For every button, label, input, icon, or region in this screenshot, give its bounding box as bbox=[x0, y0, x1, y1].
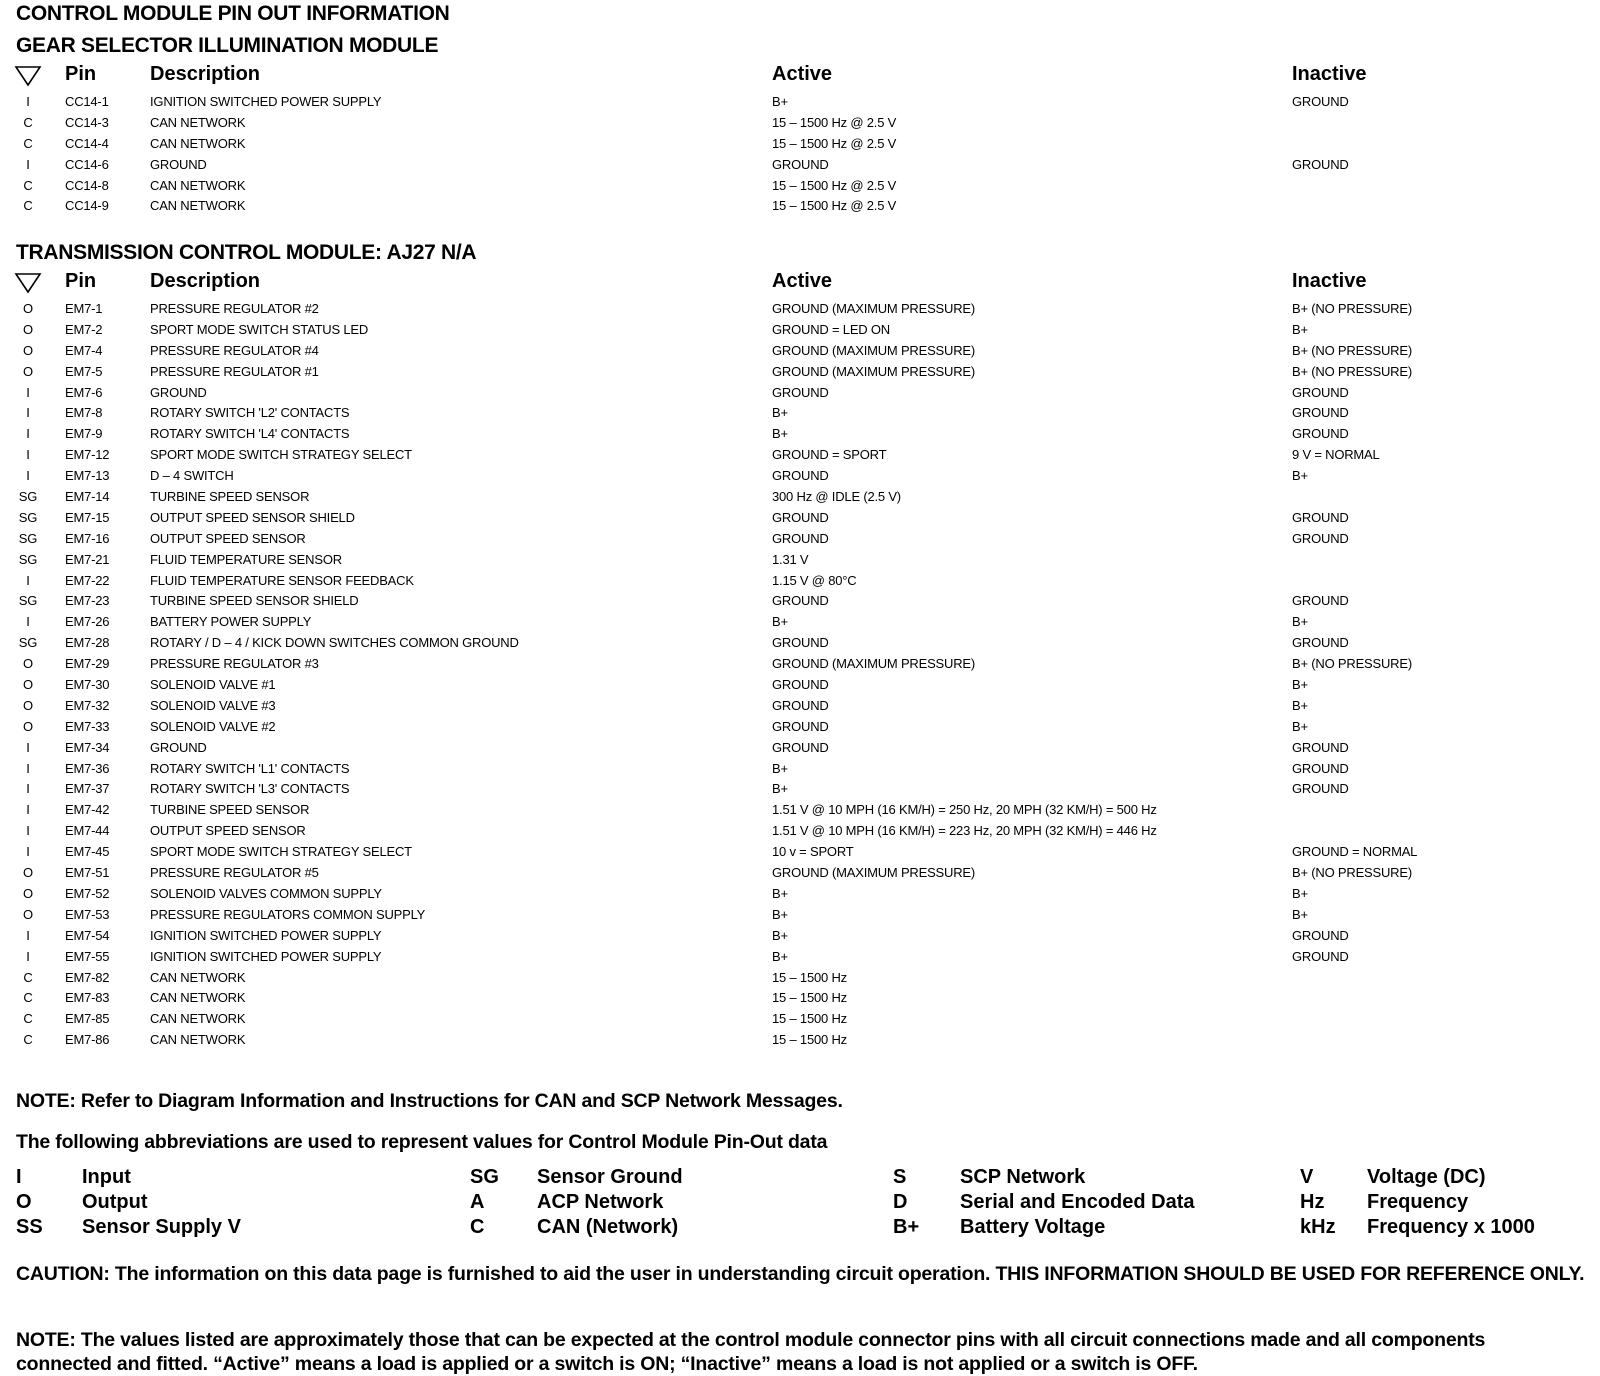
description-cell: PRESSURE REGULATOR #2 bbox=[150, 301, 319, 316]
active-cell: GROUND bbox=[772, 156, 829, 172]
table-row bbox=[0, 549, 1600, 570]
active-cell: GROUND (MAXIMUM PRESSURE) bbox=[772, 363, 976, 379]
network-note: NOTE: Refer to Diagram Information and Instructions for CAN and SCP Network Messages. bbox=[16, 1090, 843, 1112]
description-cell: ROTARY SWITCH 'L1' CONTACTS bbox=[150, 760, 350, 776]
description-cell: IGNITION SWITCHED POWER SUPPLY bbox=[150, 927, 382, 943]
active-cell: B+ bbox=[772, 426, 788, 442]
pin-cell: EM7-13 bbox=[65, 468, 110, 484]
pin-cell: EM7-5 bbox=[65, 363, 103, 379]
table-row bbox=[0, 1029, 1600, 1050]
active-cell: B+ bbox=[772, 781, 788, 797]
active-cell: 15 – 1500 Hz bbox=[772, 1011, 847, 1027]
active-cell: 1.31 V bbox=[772, 551, 809, 567]
description-cell: CAN NETWORK bbox=[150, 114, 246, 130]
pin-cell: EM7-28 bbox=[65, 635, 110, 651]
inactive-cell: GROUND bbox=[1292, 156, 1349, 172]
pin-type-cell: I bbox=[26, 405, 30, 421]
table-row bbox=[0, 298, 1600, 319]
pin-type-cell: SG bbox=[18, 530, 38, 546]
abbreviations-intro: The following abbreviations are used to represent values for Control Module Pin-Out data bbox=[16, 1131, 828, 1153]
description-cell: ROTARY SWITCH 'L3' CONTACTS bbox=[150, 781, 350, 797]
column-header-pin: Pin bbox=[65, 270, 97, 292]
description-cell: PRESSURE REGULATOR #1 bbox=[150, 363, 319, 379]
description-cell: FLUID TEMPERATURE SENSOR FEEDBACK bbox=[150, 572, 414, 588]
pin-cell: EM7-14 bbox=[65, 489, 110, 505]
inactive-cell: GROUND bbox=[1292, 760, 1349, 776]
inactive-cell: GROUND bbox=[1292, 927, 1349, 943]
table-row bbox=[0, 402, 1600, 423]
inactive-cell: GROUND bbox=[1292, 384, 1349, 400]
active-cell: GROUND = LED ON bbox=[772, 321, 890, 337]
abbr-meaning: Input bbox=[82, 1166, 131, 1188]
table-row bbox=[0, 799, 1600, 820]
description-cell: GROUND bbox=[150, 156, 207, 172]
description-cell: OUTPUT SPEED SENSOR SHIELD bbox=[150, 509, 355, 525]
active-cell: GROUND bbox=[772, 593, 829, 609]
table-row bbox=[0, 1008, 1600, 1029]
description-cell: ROTARY SWITCH 'L2' CONTACTS bbox=[150, 405, 350, 421]
inactive-cell: B+ (NO PRESSURE) bbox=[1292, 363, 1412, 379]
table-row bbox=[0, 133, 1600, 154]
pin-type-cell: I bbox=[26, 94, 30, 109]
description-cell: PRESSURE REGULATORS COMMON SUPPLY bbox=[150, 906, 426, 922]
active-cell: GROUND bbox=[772, 697, 829, 713]
inactive-cell: B+ (NO PRESSURE) bbox=[1292, 656, 1412, 672]
column-header-inactive: Inactive bbox=[1292, 63, 1367, 85]
pin-cell: EM7-6 bbox=[65, 384, 103, 400]
table-row bbox=[0, 423, 1600, 444]
description-cell: CAN NETWORK bbox=[150, 969, 246, 985]
table-row bbox=[0, 361, 1600, 382]
table-row bbox=[0, 465, 1600, 486]
pin-type-cell: O bbox=[23, 656, 33, 672]
pin-type-cell: C bbox=[23, 969, 33, 985]
pin-type-cell: C bbox=[23, 135, 33, 151]
pin-cell: CC14-8 bbox=[65, 177, 109, 193]
active-cell: 1.51 V @ 10 MPH (16 KM/H) = 223 Hz, 20 MPH (32 KM/H) = 446 Hz bbox=[772, 823, 1157, 839]
pin-type-cell: I bbox=[26, 614, 30, 630]
active-cell: GROUND (MAXIMUM PRESSURE) bbox=[772, 342, 976, 358]
pin-type-cell: I bbox=[26, 739, 30, 755]
pin-type-cell: C bbox=[23, 1032, 33, 1048]
description-cell: CAN NETWORK bbox=[150, 990, 246, 1006]
pin-type-cell: C bbox=[23, 177, 33, 193]
active-cell: GROUND bbox=[772, 509, 829, 525]
table-row bbox=[0, 883, 1600, 904]
table-row bbox=[0, 632, 1600, 653]
pin-cell: EM7-52 bbox=[65, 885, 110, 901]
inactive-cell: B+ bbox=[1292, 697, 1308, 713]
active-cell: 1.51 V @ 10 MPH (16 KM/H) = 250 Hz, 20 MPH (32 KM/H) = 500 Hz bbox=[772, 802, 1157, 818]
active-cell: B+ bbox=[772, 906, 788, 922]
table-row bbox=[0, 778, 1600, 799]
description-cell: PRESSURE REGULATOR #3 bbox=[150, 656, 319, 672]
pin-type-cell: SG bbox=[18, 551, 38, 567]
description-cell: CAN NETWORK bbox=[150, 1011, 246, 1027]
pin-cell: EM7-9 bbox=[65, 426, 103, 442]
table-row bbox=[0, 319, 1600, 340]
pin-cell: EM7-30 bbox=[65, 677, 110, 693]
pin-type-cell: I bbox=[26, 927, 30, 943]
description-cell: PRESSURE REGULATOR #4 bbox=[150, 342, 319, 358]
abbr-code: I bbox=[16, 1166, 22, 1188]
pin-cell: CC14-1 bbox=[65, 94, 109, 109]
table-row bbox=[0, 737, 1600, 758]
description-cell: IGNITION SWITCHED POWER SUPPLY bbox=[150, 948, 382, 964]
pin-type-cell: SG bbox=[18, 489, 38, 505]
pin-type-cell: O bbox=[23, 885, 33, 901]
pin-type-cell: O bbox=[23, 865, 33, 881]
inactive-cell: GROUND bbox=[1292, 635, 1349, 651]
abbr-code: C bbox=[470, 1216, 485, 1238]
abbr-meaning: Output bbox=[82, 1191, 148, 1213]
active-cell: 15 – 1500 Hz @ 2.5 V bbox=[772, 198, 897, 214]
inactive-cell: B+ bbox=[1292, 718, 1308, 734]
active-cell: B+ bbox=[772, 948, 788, 964]
column-header-active: Active bbox=[772, 63, 833, 85]
description-cell: TURBINE SPEED SENSOR SHIELD bbox=[150, 593, 359, 609]
pin-type-triangle-icon bbox=[14, 272, 42, 294]
active-cell: GROUND (MAXIMUM PRESSURE) bbox=[772, 656, 976, 672]
pin-cell: EM7-36 bbox=[65, 760, 110, 776]
active-cell: B+ bbox=[772, 760, 788, 776]
pin-cell: EM7-37 bbox=[65, 781, 110, 797]
description-cell: CAN NETWORK bbox=[150, 198, 246, 214]
abbr-meaning: Sensor Supply V bbox=[82, 1216, 241, 1238]
pin-type-triangle-icon bbox=[14, 65, 42, 87]
description-cell: CAN NETWORK bbox=[150, 1032, 246, 1048]
abbr-meaning: Serial and Encoded Data bbox=[960, 1191, 1195, 1213]
column-header-description: Description bbox=[150, 270, 261, 292]
table-header-gear-selector bbox=[0, 63, 1600, 89]
table-row bbox=[0, 382, 1600, 403]
abbr-meaning: Voltage (DC) bbox=[1367, 1166, 1486, 1188]
pin-cell: EM7-55 bbox=[65, 948, 110, 964]
pin-type-cell: I bbox=[26, 781, 30, 797]
active-cell: B+ bbox=[772, 405, 788, 421]
description-cell: IGNITION SWITCHED POWER SUPPLY bbox=[150, 94, 382, 109]
pin-cell: EM7-86 bbox=[65, 1032, 110, 1048]
active-cell: 15 – 1500 Hz @ 2.5 V bbox=[772, 135, 897, 151]
inactive-cell: B+ bbox=[1292, 906, 1308, 922]
pin-cell: EM7-2 bbox=[65, 321, 103, 337]
table-row bbox=[0, 444, 1600, 465]
description-cell: CAN NETWORK bbox=[150, 177, 246, 193]
pin-type-cell: O bbox=[23, 321, 33, 337]
inactive-cell: B+ (NO PRESSURE) bbox=[1292, 301, 1412, 316]
abbr-meaning: SCP Network bbox=[960, 1166, 1086, 1188]
inactive-cell: GROUND bbox=[1292, 426, 1349, 442]
description-cell: SOLENOID VALVE #3 bbox=[150, 697, 276, 713]
abbr-code: D bbox=[893, 1191, 908, 1213]
pin-type-cell: I bbox=[26, 156, 30, 172]
description-cell: ROTARY / D – 4 / KICK DOWN SWITCHES COMMON GROUND bbox=[150, 635, 519, 651]
table-row bbox=[0, 611, 1600, 632]
pin-cell: EM7-8 bbox=[65, 405, 103, 421]
pin-cell: EM7-29 bbox=[65, 656, 110, 672]
pin-cell: CC14-9 bbox=[65, 198, 109, 214]
description-cell: SOLENOID VALVE #2 bbox=[150, 718, 276, 734]
pin-cell: EM7-44 bbox=[65, 823, 110, 839]
section-title-gear-selector: GEAR SELECTOR ILLUMINATION MODULE bbox=[16, 34, 439, 57]
table-row bbox=[0, 590, 1600, 611]
abbr-code: kHz bbox=[1300, 1216, 1336, 1238]
pin-cell: EM7-34 bbox=[65, 739, 110, 755]
description-cell: SOLENOID VALVE #1 bbox=[150, 677, 276, 693]
active-cell: GROUND bbox=[772, 739, 829, 755]
table-row bbox=[0, 904, 1600, 925]
active-cell: B+ bbox=[772, 94, 788, 109]
active-cell: B+ bbox=[772, 927, 788, 943]
pin-cell: CC14-4 bbox=[65, 135, 109, 151]
pin-type-cell: C bbox=[23, 990, 33, 1006]
description-cell: TURBINE SPEED SENSOR bbox=[150, 489, 310, 505]
description-cell: BATTERY POWER SUPPLY bbox=[150, 614, 312, 630]
inactive-cell: GROUND bbox=[1292, 94, 1349, 109]
pin-type-cell: O bbox=[23, 906, 33, 922]
pin-type-cell: I bbox=[26, 447, 30, 463]
inactive-cell: GROUND bbox=[1292, 530, 1349, 546]
pin-type-cell: O bbox=[23, 342, 33, 358]
inactive-cell: B+ bbox=[1292, 321, 1308, 337]
column-header-inactive: Inactive bbox=[1292, 270, 1367, 292]
active-cell: GROUND bbox=[772, 384, 829, 400]
abbr-meaning: Frequency bbox=[1367, 1191, 1469, 1213]
section-title-transmission: TRANSMISSION CONTROL MODULE: AJ27 N/A bbox=[16, 241, 477, 264]
table-row bbox=[0, 528, 1600, 549]
inactive-cell: GROUND bbox=[1292, 781, 1349, 797]
table-row bbox=[0, 841, 1600, 862]
description-cell: TURBINE SPEED SENSOR bbox=[150, 802, 310, 818]
inactive-cell: B+ (NO PRESSURE) bbox=[1292, 342, 1412, 358]
active-cell: 15 – 1500 Hz bbox=[772, 969, 847, 985]
column-header-active: Active bbox=[772, 270, 833, 292]
pin-type-cell: O bbox=[23, 301, 33, 316]
table-row bbox=[0, 486, 1600, 507]
abbr-code: SS bbox=[16, 1216, 43, 1238]
active-cell: B+ bbox=[772, 614, 788, 630]
pin-cell: EM7-53 bbox=[65, 906, 110, 922]
description-cell: D – 4 SWITCH bbox=[150, 468, 234, 484]
pin-cell: EM7-1 bbox=[65, 301, 103, 316]
abbr-meaning: Frequency x 1000 bbox=[1367, 1216, 1535, 1238]
active-cell: GROUND bbox=[772, 718, 829, 734]
pin-type-cell: C bbox=[23, 198, 33, 214]
pin-cell: EM7-26 bbox=[65, 614, 110, 630]
inactive-cell: B+ bbox=[1292, 885, 1308, 901]
pin-type-cell: C bbox=[23, 114, 33, 130]
pin-cell: EM7-33 bbox=[65, 718, 110, 734]
pin-type-cell: I bbox=[26, 802, 30, 818]
active-cell: GROUND = SPORT bbox=[772, 447, 887, 463]
active-cell: 300 Hz @ IDLE (2.5 V) bbox=[772, 489, 901, 505]
pin-cell: EM7-22 bbox=[65, 572, 110, 588]
pin-type-cell: I bbox=[26, 572, 30, 588]
pin-cell: EM7-23 bbox=[65, 593, 110, 609]
abbr-code: Hz bbox=[1300, 1191, 1325, 1213]
inactive-cell: GROUND bbox=[1292, 509, 1349, 525]
table-row bbox=[0, 112, 1600, 133]
table-row bbox=[0, 987, 1600, 1008]
inactive-cell: B+ (NO PRESSURE) bbox=[1292, 865, 1412, 881]
active-cell: GROUND bbox=[772, 635, 829, 651]
pin-type-cell: I bbox=[26, 468, 30, 484]
pin-type-cell: SG bbox=[18, 509, 38, 525]
pin-type-cell: I bbox=[26, 844, 30, 860]
active-cell: 1.15 V @ 80°C bbox=[772, 572, 857, 588]
active-cell: GROUND bbox=[772, 530, 829, 546]
inactive-cell: GROUND bbox=[1292, 948, 1349, 964]
active-cell: 15 – 1500 Hz bbox=[772, 990, 847, 1006]
table-row bbox=[0, 758, 1600, 779]
table-row bbox=[0, 862, 1600, 883]
pin-type-cell: I bbox=[26, 426, 30, 442]
inactive-cell: GROUND bbox=[1292, 405, 1349, 421]
pin-cell: EM7-82 bbox=[65, 969, 110, 985]
pin-cell: CC14-6 bbox=[65, 156, 109, 172]
pin-type-cell: O bbox=[23, 677, 33, 693]
column-header-pin: Pin bbox=[65, 63, 97, 85]
abbr-code: B+ bbox=[893, 1216, 920, 1238]
abbr-meaning: Sensor Ground bbox=[537, 1166, 683, 1188]
pin-cell: EM7-45 bbox=[65, 844, 110, 860]
pin-type-cell: O bbox=[23, 718, 33, 734]
table-row bbox=[0, 91, 1600, 112]
description-cell: SPORT MODE SWITCH STRATEGY SELECT bbox=[150, 844, 412, 860]
table-row bbox=[0, 820, 1600, 841]
pin-type-cell: I bbox=[26, 384, 30, 400]
table-row bbox=[0, 674, 1600, 695]
table-row bbox=[0, 570, 1600, 591]
pin-cell: EM7-16 bbox=[65, 530, 110, 546]
table-row bbox=[0, 925, 1600, 946]
description-cell: GROUND bbox=[150, 384, 207, 400]
pin-table-gear-selector bbox=[0, 91, 1600, 216]
inactive-cell: GROUND = NORMAL bbox=[1292, 844, 1418, 860]
pin-cell: EM7-51 bbox=[65, 865, 110, 881]
abbr-meaning: CAN (Network) bbox=[537, 1216, 679, 1238]
inactive-cell: B+ bbox=[1292, 677, 1308, 693]
pin-cell: EM7-83 bbox=[65, 990, 110, 1006]
pin-type-cell: O bbox=[23, 363, 33, 379]
abbreviations-legend bbox=[0, 1166, 1600, 1246]
pin-type-cell: I bbox=[26, 760, 30, 776]
description-cell: GROUND bbox=[150, 739, 207, 755]
inactive-cell: GROUND bbox=[1292, 739, 1349, 755]
abbr-code: O bbox=[16, 1191, 32, 1213]
description-cell: PRESSURE REGULATOR #5 bbox=[150, 865, 319, 881]
page-title: CONTROL MODULE PIN OUT INFORMATION bbox=[16, 2, 450, 25]
caution-text: CAUTION: The information on this data page is furnished to aid the user in understanding circuit operation. THIS INFORMATION SHOULD BE USED FOR REFERENCE ONLY. bbox=[16, 1263, 1585, 1285]
description-cell: FLUID TEMPERATURE SENSOR bbox=[150, 551, 342, 567]
pin-cell: EM7-42 bbox=[65, 802, 110, 818]
inactive-cell: GROUND bbox=[1292, 593, 1349, 609]
active-cell: 15 – 1500 Hz @ 2.5 V bbox=[772, 114, 897, 130]
column-header-description: Description bbox=[150, 63, 261, 85]
pin-type-cell: SG bbox=[18, 593, 38, 609]
abbr-code: SG bbox=[470, 1166, 499, 1188]
table-row bbox=[0, 154, 1600, 175]
description-cell: SOLENOID VALVES COMMON SUPPLY bbox=[150, 885, 382, 901]
pin-type-cell: SG bbox=[18, 635, 38, 651]
table-row bbox=[0, 175, 1600, 196]
pin-cell: EM7-12 bbox=[65, 447, 110, 463]
inactive-cell: B+ bbox=[1292, 468, 1308, 484]
active-cell: GROUND (MAXIMUM PRESSURE) bbox=[772, 865, 976, 881]
description-cell: OUTPUT SPEED SENSOR bbox=[150, 530, 306, 546]
pin-type-cell: O bbox=[23, 697, 33, 713]
inactive-cell: 9 V = NORMAL bbox=[1292, 447, 1380, 463]
pin-cell: CC14-3 bbox=[65, 114, 109, 130]
pin-cell: EM7-85 bbox=[65, 1011, 110, 1027]
table-row bbox=[0, 946, 1600, 967]
description-cell: CAN NETWORK bbox=[150, 135, 246, 151]
abbr-meaning: Battery Voltage bbox=[960, 1216, 1106, 1238]
pin-cell: EM7-21 bbox=[65, 551, 110, 567]
pin-cell: EM7-32 bbox=[65, 697, 110, 713]
table-row bbox=[0, 507, 1600, 528]
pin-type-cell: C bbox=[23, 1011, 33, 1027]
abbr-code: A bbox=[470, 1191, 485, 1213]
active-cell: 15 – 1500 Hz @ 2.5 V bbox=[772, 177, 897, 193]
table-row bbox=[0, 695, 1600, 716]
pin-cell: EM7-54 bbox=[65, 927, 110, 943]
pin-type-cell: I bbox=[26, 948, 30, 964]
pin-cell: EM7-4 bbox=[65, 342, 103, 358]
table-row bbox=[0, 967, 1600, 988]
table-header-transmission bbox=[0, 270, 1600, 296]
table-row bbox=[0, 340, 1600, 361]
active-cell: B+ bbox=[772, 885, 788, 901]
abbr-code: V bbox=[1300, 1166, 1314, 1188]
active-cell: GROUND bbox=[772, 677, 829, 693]
active-cell: 15 – 1500 Hz bbox=[772, 1032, 847, 1048]
values-note: NOTE: The values listed are approximately those that can be expected at the control module connector pins with all circuit connections made and all components connected and fitted. “Active” means a load is applied or a switch is ON; “Inactive” means a load is not applied or a switch is OFF. bbox=[16, 1329, 1486, 1375]
pin-type-cell: I bbox=[26, 823, 30, 839]
table-row bbox=[0, 653, 1600, 674]
abbr-code: S bbox=[893, 1166, 907, 1188]
description-cell: SPORT MODE SWITCH STATUS LED bbox=[150, 321, 369, 337]
active-cell: GROUND (MAXIMUM PRESSURE) bbox=[772, 301, 976, 316]
pin-table-transmission bbox=[0, 298, 1600, 1050]
abbr-meaning: ACP Network bbox=[537, 1191, 664, 1213]
description-cell: ROTARY SWITCH 'L4' CONTACTS bbox=[150, 426, 350, 442]
active-cell: GROUND bbox=[772, 468, 829, 484]
table-row bbox=[0, 716, 1600, 737]
description-cell: OUTPUT SPEED SENSOR bbox=[150, 823, 306, 839]
inactive-cell: B+ bbox=[1292, 614, 1308, 630]
description-cell: SPORT MODE SWITCH STRATEGY SELECT bbox=[150, 447, 412, 463]
table-row bbox=[0, 195, 1600, 216]
pin-cell: EM7-15 bbox=[65, 509, 110, 525]
active-cell: 10 v = SPORT bbox=[772, 844, 854, 860]
